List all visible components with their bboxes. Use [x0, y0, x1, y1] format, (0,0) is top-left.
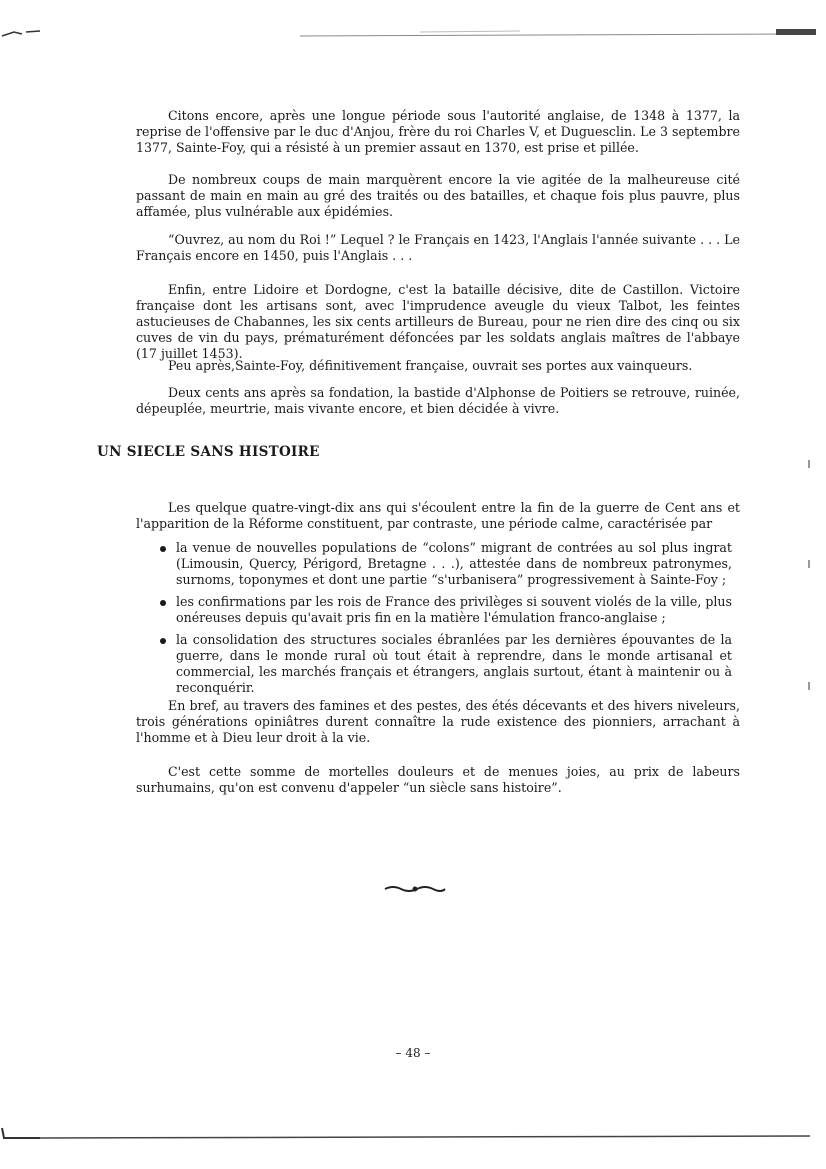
- bullet-item: [160, 632, 732, 696]
- paragraph-4: Enfin, entre Lidoire et Dordogne, c'est la bataille décisive, dite de Castillon. Victoire française dont les artisans sont, avec l'imprudence aveugle du vieux Talbot, les feintes astucieuses de Chabannes, les six cents artilleurs de Bureau, pour ne rien dire des cinq ou six cuves de vin du pays, prématurément défoncées par les soldats anglais maîtres de l'abbaye (17 juillet 1453).: [136, 282, 740, 361]
- bullet-item: [160, 594, 732, 626]
- section-heading: UN SIECLE SANS HISTOIRE: [97, 444, 320, 460]
- edge-mark: [808, 460, 810, 468]
- bullet-dot-icon: [160, 600, 166, 606]
- page-number: – 48 –: [395, 1046, 431, 1060]
- bullet-text: la consolidation des structures sociales ébranlées par les dernières épouvantes de la guerre, dans le monde rural où tout était à reprendre, dans le monde artisanal et commercial, les marchés français et étrangers, anglais surtout, étant à maintenir ou à reconquérir.: [176, 632, 732, 695]
- bullet-text: les confirmations par les rois de France des privilèges si souvent violés de la ville, plus onéreuses depuis qu'avait pris fin en la matière l'émulation franco-anglaise ;: [176, 594, 732, 625]
- ornament-icon: [383, 884, 447, 894]
- paragraph-2: De nombreux coups de main marquèrent encore la vie agitée de la malheureuse cité passant de main en main au gré des traités ou des batailles, et chaque fois plus pauvre, plus affamée, plus vulnérable aux épidémies.: [136, 172, 740, 219]
- bullet-text: la venue de nouvelles populations de “colons” migrant de contrées au sol plus ingrat (Limousin, Quercy, Périgord, Bretagne . . .), attestée dans de nombreux patronymes, surnoms, toponymes et dont une partie “s'urbanisera” progressivement à Sainte-Foy ;: [176, 540, 732, 587]
- paragraph-6: Deux cents ans après sa fondation, la bastide d'Alphonse de Poitiers se retrouve, ruinée, dépeuplée, meurtrie, mais vivante encore, et bien décidée à vivre.: [136, 385, 740, 416]
- bullet-dot-icon: [160, 546, 166, 552]
- paragraph-1: Citons encore, après une longue période sous l'autorité anglaise, de 1348 à 1377, la reprise de l'offensive par le duc d'Anjou, frère du roi Charles V, et Duguesclin. Le 3 septembre 1377, Sainte-Foy, qui a résisté à un premier assaut en 1370, est prise et pillée.: [136, 108, 740, 155]
- closing-paragraph-1: En bref, au travers des famines et des pestes, des étés décevants et des hivers niveleurs, trois générations opiniâtres durent connaître la rude existence des pionniers, arrachant à l'homme et à Dieu leur droit à la vie.: [136, 698, 740, 745]
- scan-top-edge: [0, 26, 826, 46]
- paragraph-3: “Ouvrez, au nom du Roi !” Lequel ? le Français en 1423, l'Anglais l'année suivante . . . Le Français encore en 1450, puis l'Anglais . . .: [136, 232, 740, 263]
- bullet-dot-icon: [160, 638, 166, 644]
- scan-bottom-edge: [0, 1126, 826, 1142]
- closing-paragraph-2: C'est cette somme de mortelles douleurs et de menues joies, au prix de labeurs surhumains, qu'on est convenu d'appeler “un siècle sans histoire”.: [136, 764, 740, 795]
- edge-mark: [808, 560, 810, 568]
- paragraph-5: Peu après,Sainte-Foy, définitivement française, ouvrait ses portes aux vainqueurs.: [168, 358, 693, 373]
- bullet-item: [160, 540, 732, 588]
- bullet-list: [160, 540, 732, 702]
- edge-mark: [808, 682, 810, 690]
- intro-paragraph: Les quelque quatre-vingt-dix ans qui s'écoulent entre la fin de la guerre de Cent ans et l'apparition de la Réforme constituent, par contraste, une période calme, caractérisée par: [136, 500, 740, 531]
